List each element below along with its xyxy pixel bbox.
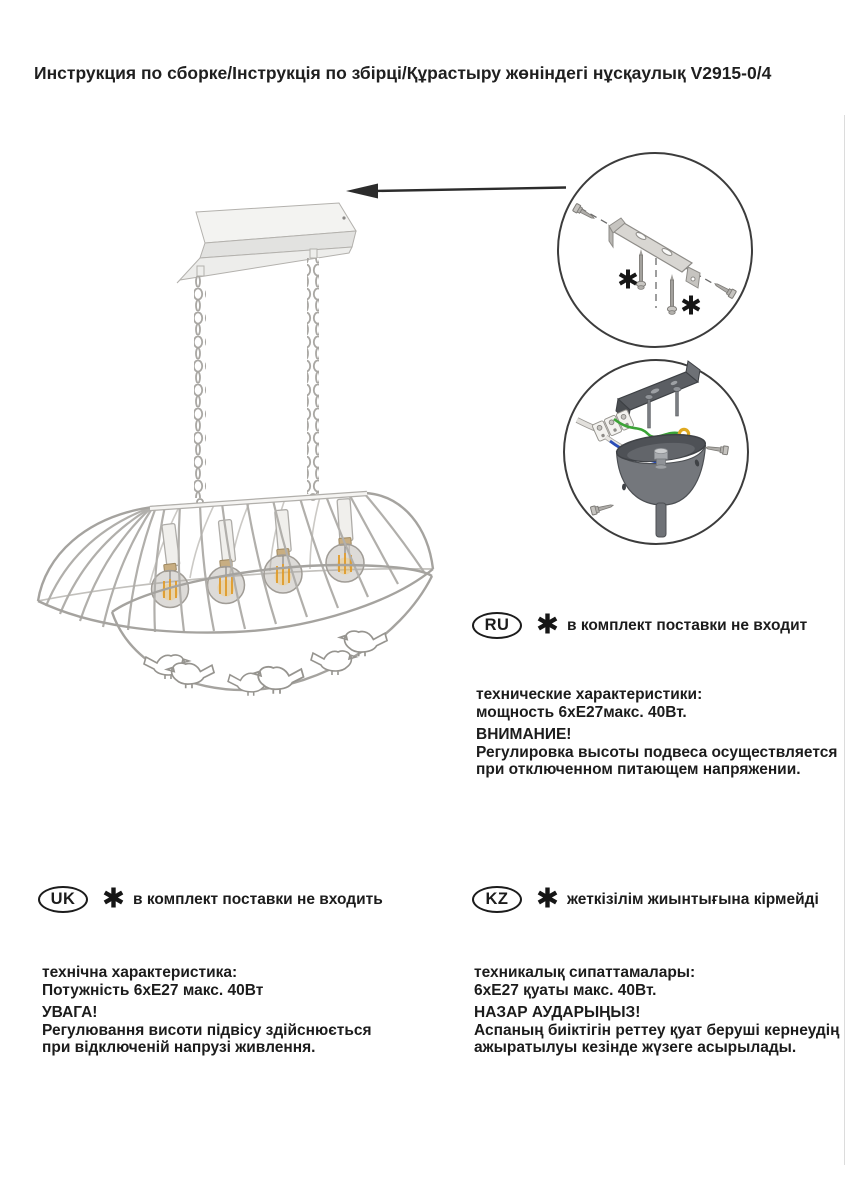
ru-specs (476, 686, 837, 779)
spec-line: технічна характеристика: (42, 964, 238, 981)
spec-line: Регулювання висоти підвісу здійснюється (42, 1021, 372, 1039)
uk-badge: UK (38, 886, 88, 913)
chain-left (194, 276, 206, 505)
bird (311, 651, 356, 675)
detail-canopy-wiring (564, 360, 748, 544)
ru-note-row (472, 612, 807, 639)
pendant-lamp-illustration (38, 203, 433, 696)
spec-line: 6хЕ27 қуаты макс. 40Вт. (474, 981, 657, 999)
spec-line: УВАГА! (42, 1004, 98, 1021)
ru-note: в комплект поставки не входит (567, 616, 808, 634)
asterisk-icon (536, 886, 559, 909)
kz-specs (474, 964, 839, 1057)
spec-line: НАЗАР АУДАРЫҢЫЗ! (474, 1004, 641, 1021)
wire-cage (38, 493, 433, 633)
spec-line: Потужність 6хЕ27 макс. 40Вт (42, 981, 264, 999)
page-edge-line (844, 115, 845, 1165)
uk-note: в комплект поставки не входить (133, 890, 383, 908)
chain-right (307, 258, 319, 500)
asterisk-icon (102, 886, 125, 909)
cable-gland (655, 448, 668, 469)
spec-line: Аспаның биіктігін реттеу қуат беруші кернеудің (474, 1021, 840, 1039)
ceiling-plate (177, 203, 356, 283)
spec-line: при відключеній напрузі живлення. (42, 1039, 316, 1056)
asterisk-icon (536, 612, 559, 635)
spec-line: Регулировка высоты подвеса осуществляется (476, 743, 838, 761)
decorative-birds (144, 631, 387, 696)
bird (167, 663, 214, 688)
spec-line: ажыратылуы кезінде жүзеге асырылады. (474, 1039, 797, 1056)
assembly-arrow (346, 184, 566, 199)
spec-line: мощность 6хЕ27макс. 40Вт. (476, 703, 687, 721)
uk-specs (42, 964, 372, 1057)
kz-note: жеткізілім жиынтығына кірмейді (567, 890, 819, 908)
spec-line: технические характеристики: (476, 686, 703, 703)
ru-badge: RU (472, 612, 522, 639)
spec-line: ВНИМАНИЕ! (476, 726, 572, 743)
uk-note-row (38, 886, 383, 913)
detail-mounting-bracket (558, 153, 752, 347)
spec-line: техникалық сипаттамалары: (474, 964, 696, 981)
page-title: Инструкция по сборке/Інструкція по збірці/Құрастыру жөніндегі нұсқаулық V2915-0/4 (34, 63, 772, 83)
spec-line: при отключенном питающем напряжении. (476, 761, 801, 778)
kz-badge: KZ (472, 886, 522, 913)
bulb (264, 510, 302, 593)
kz-note-row (472, 886, 819, 913)
